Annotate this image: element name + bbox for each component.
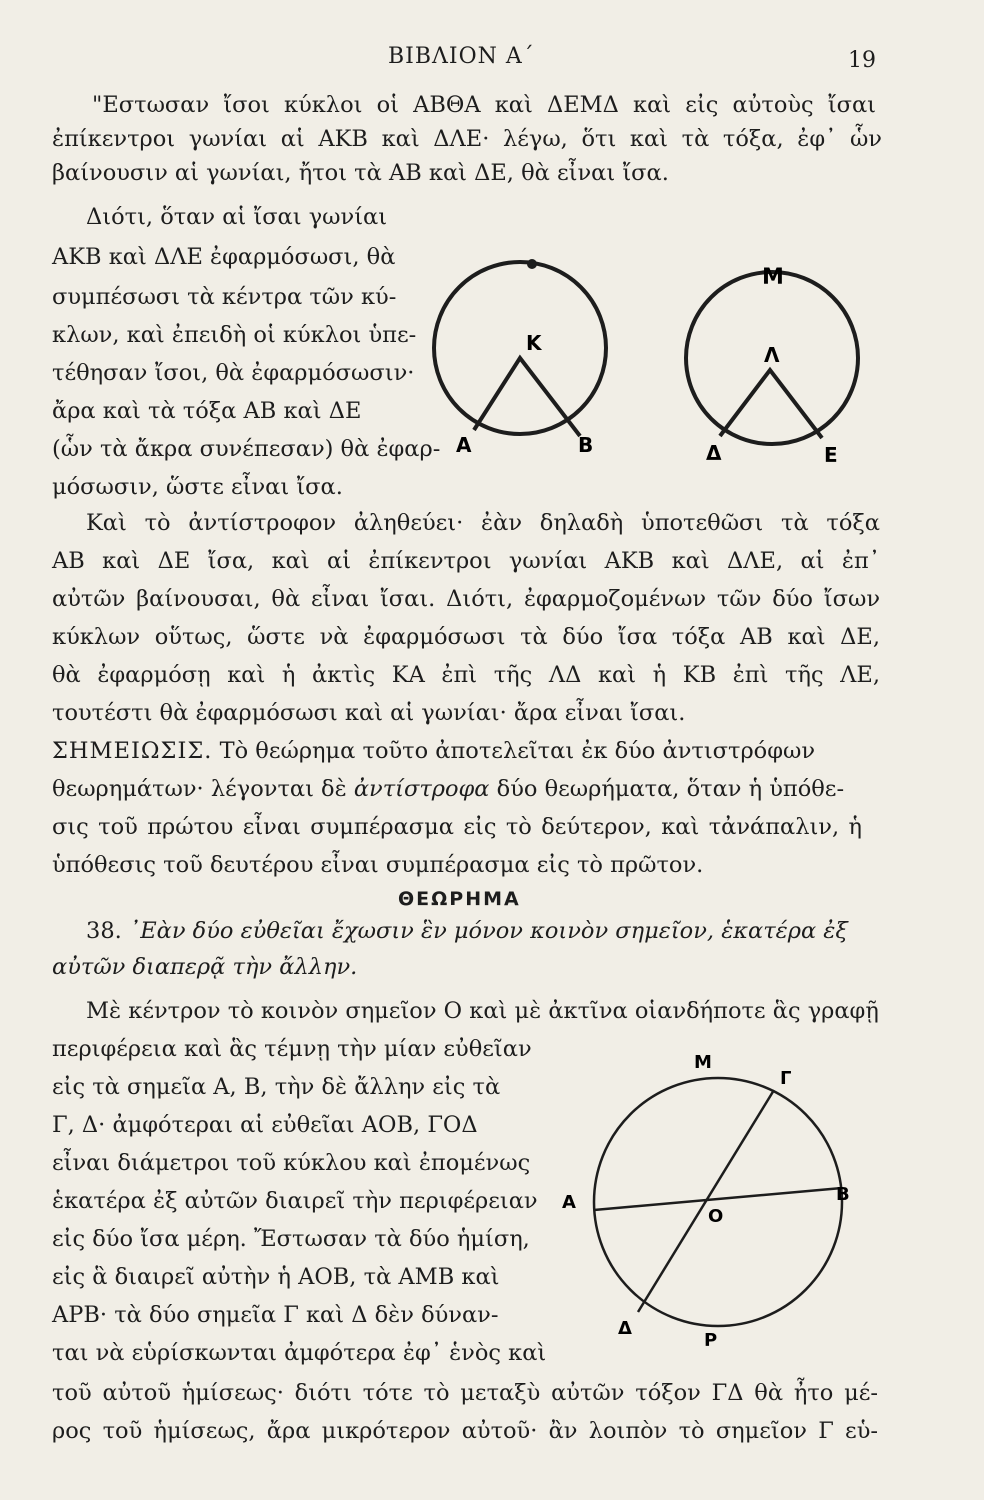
label-g: Γ	[780, 1068, 792, 1089]
point-theta	[527, 259, 537, 269]
note-emphasis: ἀντίστροφα	[353, 776, 490, 802]
text-line: εἰς τὰ σημεῖα Α, Β, τὴν δὲ ἄλλην εἰς τὰ	[52, 1074, 501, 1100]
text-line: ΑΚΒ καὶ ΔΛΕ ἐφαρμόσωσι, θὰ	[52, 244, 396, 270]
note-line: σις τοῦ πρώτου εἶναι συμπέρασμα εἰς τὸ δεύτερον, καὶ τἀνάπαλιν, ἡ	[52, 814, 862, 840]
text-line: Μὲ κέντρον τὸ κοινὸν σημεῖον Ο καὶ μὲ ἀκτῖνα οἱανδήποτε ἃς γραφῇ	[86, 998, 879, 1024]
text-line: συμπέσωσι τὰ κέντρα τῶν κύ-	[52, 284, 397, 310]
text-line: ρος τοῦ ἡμίσεως, ἄρα μικρότερον αὐτοῦ· ἂν λοιπὸν τὸ σημεῖον Γ εὑ-	[52, 1418, 878, 1444]
text-line: βαίνουσιν αἱ γωνίαι, ἤτοι τὰ ΑΒ καὶ ΔΕ, θὰ εἶναι ἴσα.	[52, 160, 669, 186]
text-line: ΑΒ καὶ ΔΕ ἴσα, καὶ αἱ ἐπίκεντροι γωνίαι ΑΚΒ καὶ ΔΛΕ, αἱ ἐπ᾽	[52, 548, 880, 574]
text-line: τουτέστι θὰ ἐφαρμόσωσι καὶ αἱ γωνίαι· ἄρα εἶναι ἴσαι.	[52, 700, 686, 726]
text-line: ΑΡΒ· τὰ δύο σημεῖα Γ καὶ Δ δὲν δύναν-	[52, 1302, 499, 1328]
label-e: Ε	[824, 443, 838, 467]
line-god	[638, 1090, 774, 1312]
circle-figure-1	[434, 259, 606, 457]
label-b: Β	[578, 433, 594, 457]
theorem-statement-line	[86, 916, 876, 946]
label-m: Μ	[694, 1052, 712, 1073]
intersecting-diameters-figure	[560, 1050, 860, 1350]
theorem-heading: ΘΕΩΡΗΜΑ	[398, 888, 521, 910]
text-line: "Εστωσαν ἴσοι κύκλοι οἱ ΑΒΘΑ καὶ ΔΕΜΔ καὶ εἰς αὐτοὺς ἴσαι	[92, 92, 876, 118]
text-line: εἰς ἃ διαιρεῖ αὐτὴν ἡ ΑΟΒ, τὰ ΑΜΒ καὶ	[52, 1264, 500, 1290]
label-m-top: Μ	[762, 265, 784, 290]
theorem-statement-line: αὐτῶν διαπερᾷ τὴν ἄλλην.	[52, 954, 358, 980]
page-number: 19	[848, 48, 876, 73]
text-line: αὐτῶν βαίνουσαι, θὰ εἶναι ἴσαι. Διότι, ἐφαρμοζομένων τῶν δύο ἴσων	[52, 586, 880, 612]
note-label: ΣΗΜΕΙΩΣΙΣ.	[52, 738, 213, 764]
label-o: Ο	[708, 1206, 724, 1227]
angle-akb	[474, 358, 580, 436]
text-line: Διότι, ὅταν αἱ ἴσαι γωνίαι	[86, 204, 388, 230]
text-line: Γ, Δ· ἀμφότεραι αἱ εὐθεῖαι ΑΟΒ, ΓΟΔ	[52, 1112, 478, 1138]
label-b: Β	[836, 1184, 850, 1205]
page-header	[0, 40, 984, 80]
note-first-line	[52, 736, 872, 766]
text-line: (ὧν τὰ ἄκρα συνέπεσαν) θὰ ἐφαρ-	[52, 436, 441, 462]
text-line: ται νὰ εὑρίσκωνται ἀμφότερα ἐφ᾽ ἑνὸς καὶ	[52, 1340, 547, 1366]
text-line: κλων, καὶ ἐπειδὴ οἱ κύκλοι ὑπε-	[52, 322, 417, 348]
angle-dle	[720, 370, 822, 438]
circle-figure-2	[686, 265, 858, 467]
text-line: τοῦ αὐτοῦ ἡμίσεως· διότι τότε τὸ μεταξὺ αὐτῶν τόξον ΓΔ θὰ ἦτο μέ-	[52, 1380, 878, 1406]
circle	[594, 1078, 842, 1326]
running-title: ΒΙΒΛΙΟΝ Α΄	[388, 44, 535, 69]
text-line: ἐπίκεντροι γωνίαι αἱ ΑΚΒ καὶ ΔΛΕ· λέγω, ὅτι καὶ τὰ τόξα, ἐφ᾽ ὧν	[52, 126, 882, 152]
text-line: ἑκατέρα ἐξ αὐτῶν διαιρεῖ τὴν περιφέρειαν	[52, 1188, 538, 1214]
text-line: κύκλων οὕτως, ὥστε νὰ ἐφαρμόσωσι τὰ δύο ἴσα τόξα ΑΒ καὶ ΔΕ,	[52, 624, 880, 650]
text-line: εἰς δύο ἴσα μέρη. Ἔστωσαν τὰ δύο ἡμίση,	[52, 1226, 530, 1252]
note-text: Τὸ θεώρημα τοῦτο ἀποτελεῖται ἐκ δύο ἀντιστρόφων	[219, 738, 816, 764]
text-line: τέθησαν ἴσοι, θὰ ἐφαρμόσωσιν·	[52, 360, 415, 386]
text-line: περιφέρεια καὶ ἃς τέμνῃ τὴν μίαν εὐθεῖαν	[52, 1036, 532, 1062]
equal-circles-figure	[430, 240, 870, 470]
text-line: μόσωσιν, ὥστε εἶναι ἴσα.	[52, 474, 343, 500]
label-k: Κ	[526, 331, 542, 355]
text-line: ἄρα καὶ τὰ τόξα ΑΒ καὶ ΔΕ	[52, 398, 362, 424]
label-l: Λ	[764, 343, 780, 367]
text-line: Καὶ τὸ ἀντίστροφον ἀληθεύει· ἐὰν δηλαδὴ ὑποτεθῶσι τὰ τόξα	[86, 510, 880, 536]
label-a: Α	[456, 433, 472, 457]
label-d: Δ	[618, 1318, 632, 1339]
label-d: Δ	[706, 441, 722, 465]
circle-abth	[434, 262, 606, 434]
note-line: θεωρημάτων· λέγονται δὲ ἀντίστροφα δύο θεωρήματα, ὅταν ἡ ὑπόθε-	[52, 776, 845, 802]
theorem-number: 38.	[86, 918, 122, 944]
text-line: θὰ ἐφαρμόσῃ καὶ ἡ ἀκτὶς ΚΑ ἐπὶ τῆς ΛΔ καὶ ἡ ΚΒ ἐπὶ τῆς ΛΕ,	[52, 662, 880, 688]
note-line: ὑπόθεσις τοῦ δευτέρου εἶναι συμπέρασμα εἰς τὸ πρῶτον.	[52, 852, 704, 878]
label-a: Α	[562, 1192, 576, 1213]
text-line: εἶναι διάμετροι τοῦ κύκλου καὶ ἐπομένως	[52, 1150, 531, 1176]
label-r: Ρ	[704, 1330, 718, 1350]
theorem-statement: ᾽Εὰν δύο εὐθεῖαι ἔχωσιν ἓν μόνον κοινὸν σημεῖον, ἑκατέρα ἐξ	[128, 918, 848, 944]
